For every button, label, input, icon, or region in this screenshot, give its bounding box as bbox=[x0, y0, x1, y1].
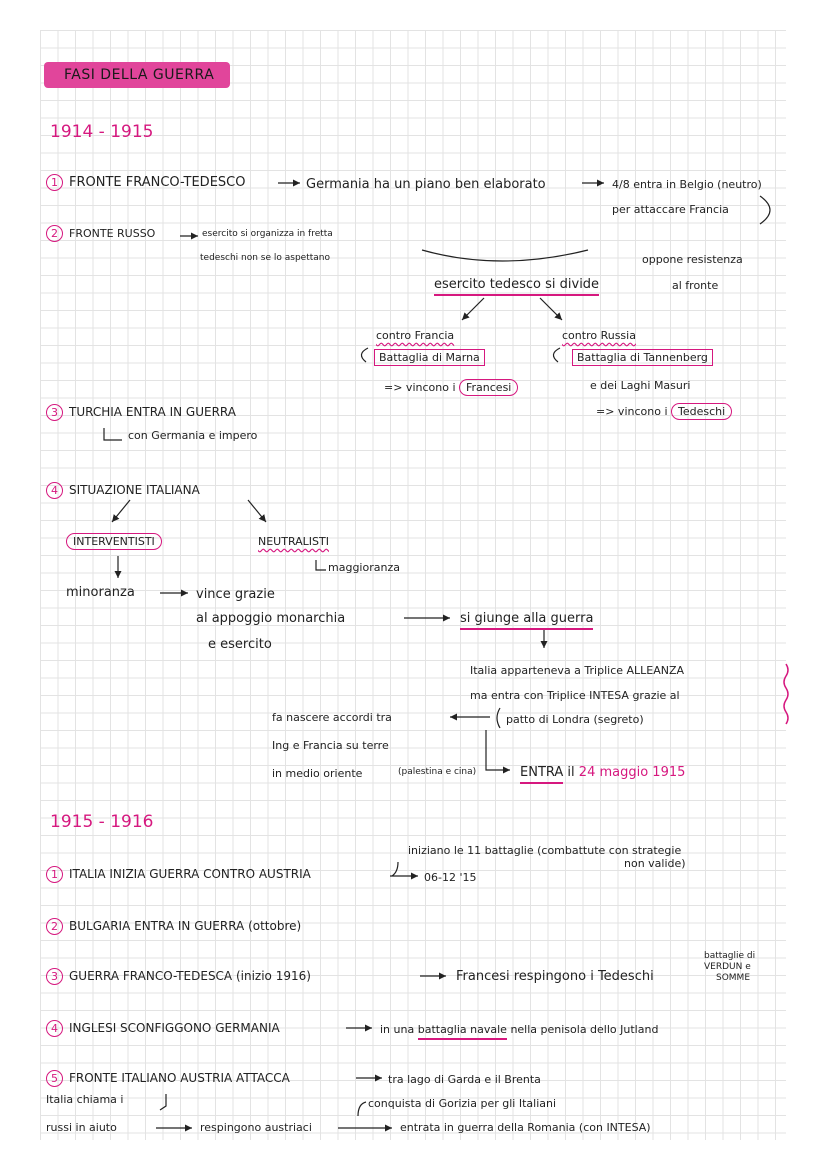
arrow-icon bbox=[540, 298, 562, 320]
contro-russia: contro Russia bbox=[562, 329, 636, 342]
garda-brenta: tra lago di Garda e il Brenta bbox=[388, 1073, 541, 1086]
ma-entra-intesa: ma entra con Triplice INTESA grazie al bbox=[470, 689, 680, 702]
item-fronte-russo: 2 FRONTE RUSSO bbox=[46, 225, 155, 242]
battaglia-navale: in una battaglia navale nella penisola dello Jutland bbox=[380, 1024, 658, 1035]
item-franco-tedesca: 3 GUERRA FRANCO-TEDESCA (inizio 1916) bbox=[46, 968, 311, 985]
item-turchia: 3 TURCHIA ENTRA IN GUERRA bbox=[46, 404, 236, 421]
russi-aiuto: russi in aiuto bbox=[46, 1121, 117, 1134]
esercito-divide: esercito tedesco si divide bbox=[434, 278, 599, 291]
maggioranza: maggioranza bbox=[328, 561, 400, 574]
arrow-icon bbox=[248, 500, 266, 522]
item-italia-austria: 1 ITALIA INIZIA GUERRA CONTRO AUSTRIA bbox=[46, 866, 311, 883]
item-inglesi: 4 INGLESI SCONFIGGONO GERMANIA bbox=[46, 1020, 280, 1037]
esercito-organizza: esercito si organizza in fretta bbox=[202, 229, 333, 239]
section-year: 1914 - 1915 bbox=[50, 122, 154, 142]
hook-icon bbox=[358, 1102, 366, 1116]
minoranza: minoranza bbox=[66, 585, 135, 600]
wavy-mark-icon bbox=[784, 664, 788, 724]
laghi-masuri: e dei Laghi Masuri bbox=[590, 379, 691, 392]
curve-arrow-icon bbox=[760, 196, 770, 224]
battaglia-marna: Battaglia di Marna bbox=[374, 352, 485, 363]
ing-francia: Ing e Francia su terre bbox=[272, 739, 389, 752]
brace-icon bbox=[497, 708, 500, 728]
non-valide: non valide) bbox=[624, 857, 686, 870]
apparteneva-alleanza: Italia apparteneva a Triplice ALLEANZA bbox=[470, 664, 685, 677]
germania-piano: Germania ha un piano ben elaborato bbox=[306, 177, 546, 192]
hook-icon bbox=[553, 348, 560, 362]
turchia-sub: con Germania e impero bbox=[128, 429, 258, 442]
hook-icon bbox=[160, 1094, 166, 1110]
respingono-austriaci: respingono austriaci bbox=[200, 1121, 312, 1134]
palestina-cina: (palestina e cina) bbox=[398, 767, 477, 777]
arrow-icon bbox=[112, 500, 130, 522]
attaccare-francia: per attaccare Francia bbox=[612, 203, 729, 216]
item-fronte-franco-tedesco: 1 FRONTE FRANCO-TEDESCO bbox=[46, 174, 245, 191]
francesi-respingono: Francesi respingono i Tedeschi bbox=[456, 969, 654, 984]
arrow-icon bbox=[462, 298, 484, 320]
italia-chiama: Italia chiama i bbox=[46, 1093, 124, 1106]
battaglia-tannenberg: Battaglia di Tannenberg bbox=[572, 352, 713, 363]
verdun: VERDUN e bbox=[704, 962, 751, 972]
tedeschi-non-aspettano: tedeschi non se lo aspettano bbox=[200, 253, 330, 263]
somme: SOMME bbox=[716, 973, 751, 983]
hook-icon bbox=[392, 862, 398, 876]
appoggio-monarchia: al appoggio monarchia bbox=[196, 611, 346, 626]
vince-grazie: vince grazie bbox=[196, 587, 275, 602]
iniziano-battaglie: iniziano le 11 battaglie (combattute con strategie bbox=[408, 844, 682, 857]
patto-londra: patto di Londra (segreto) bbox=[506, 713, 644, 726]
contro-francia: contro Francia bbox=[376, 329, 455, 342]
hook-icon bbox=[104, 428, 122, 440]
entra-data: ENTRA il 24 maggio 1915 bbox=[520, 766, 685, 779]
al-fronte: al fronte bbox=[672, 279, 719, 292]
si-giunge-guerra: si giunge alla guerra bbox=[460, 612, 593, 625]
vincono-francesi: => vincono i Francesi bbox=[384, 382, 518, 393]
item-situazione-italiana: 4 SITUAZIONE ITALIANA bbox=[46, 482, 200, 499]
hook-icon bbox=[361, 348, 368, 362]
hook-icon bbox=[316, 560, 326, 570]
gorizia: conquista di Gorizia per gli Italiani bbox=[368, 1097, 557, 1110]
item-fronte-italiano: 5 FRONTE ITALIANO AUSTRIA ATTACCA bbox=[46, 1070, 290, 1087]
vincono-tedeschi: => vincono i Tedeschi bbox=[596, 406, 732, 417]
brace-icon bbox=[422, 250, 588, 261]
medio-oriente: in medio oriente bbox=[272, 767, 363, 780]
neutralisti: NEUTRALISTI bbox=[258, 535, 329, 548]
item-bulgaria: 2 BULGARIA ENTRA IN GUERRA (ottobre) bbox=[46, 918, 301, 935]
battaglie-di: battaglie di bbox=[704, 951, 756, 961]
page-title: FASI DELLA GUERRA bbox=[64, 67, 215, 83]
e-esercito: e esercito bbox=[208, 637, 272, 652]
interventisti: INTERVENTISTI bbox=[66, 536, 162, 547]
oppone-resistenza: oppone resistenza bbox=[642, 253, 743, 266]
belgio-note: 4/8 entra in Belgio (neutro) bbox=[612, 178, 762, 191]
hook-arrow-icon bbox=[486, 730, 510, 770]
section-year-2: 1915 - 1916 bbox=[50, 812, 154, 832]
data-06-12: 06-12 '15 bbox=[424, 871, 477, 884]
accordi: fa nascere accordi tra bbox=[272, 711, 392, 724]
romania: entrata in guerra della Romania (con INTESA) bbox=[400, 1121, 651, 1134]
